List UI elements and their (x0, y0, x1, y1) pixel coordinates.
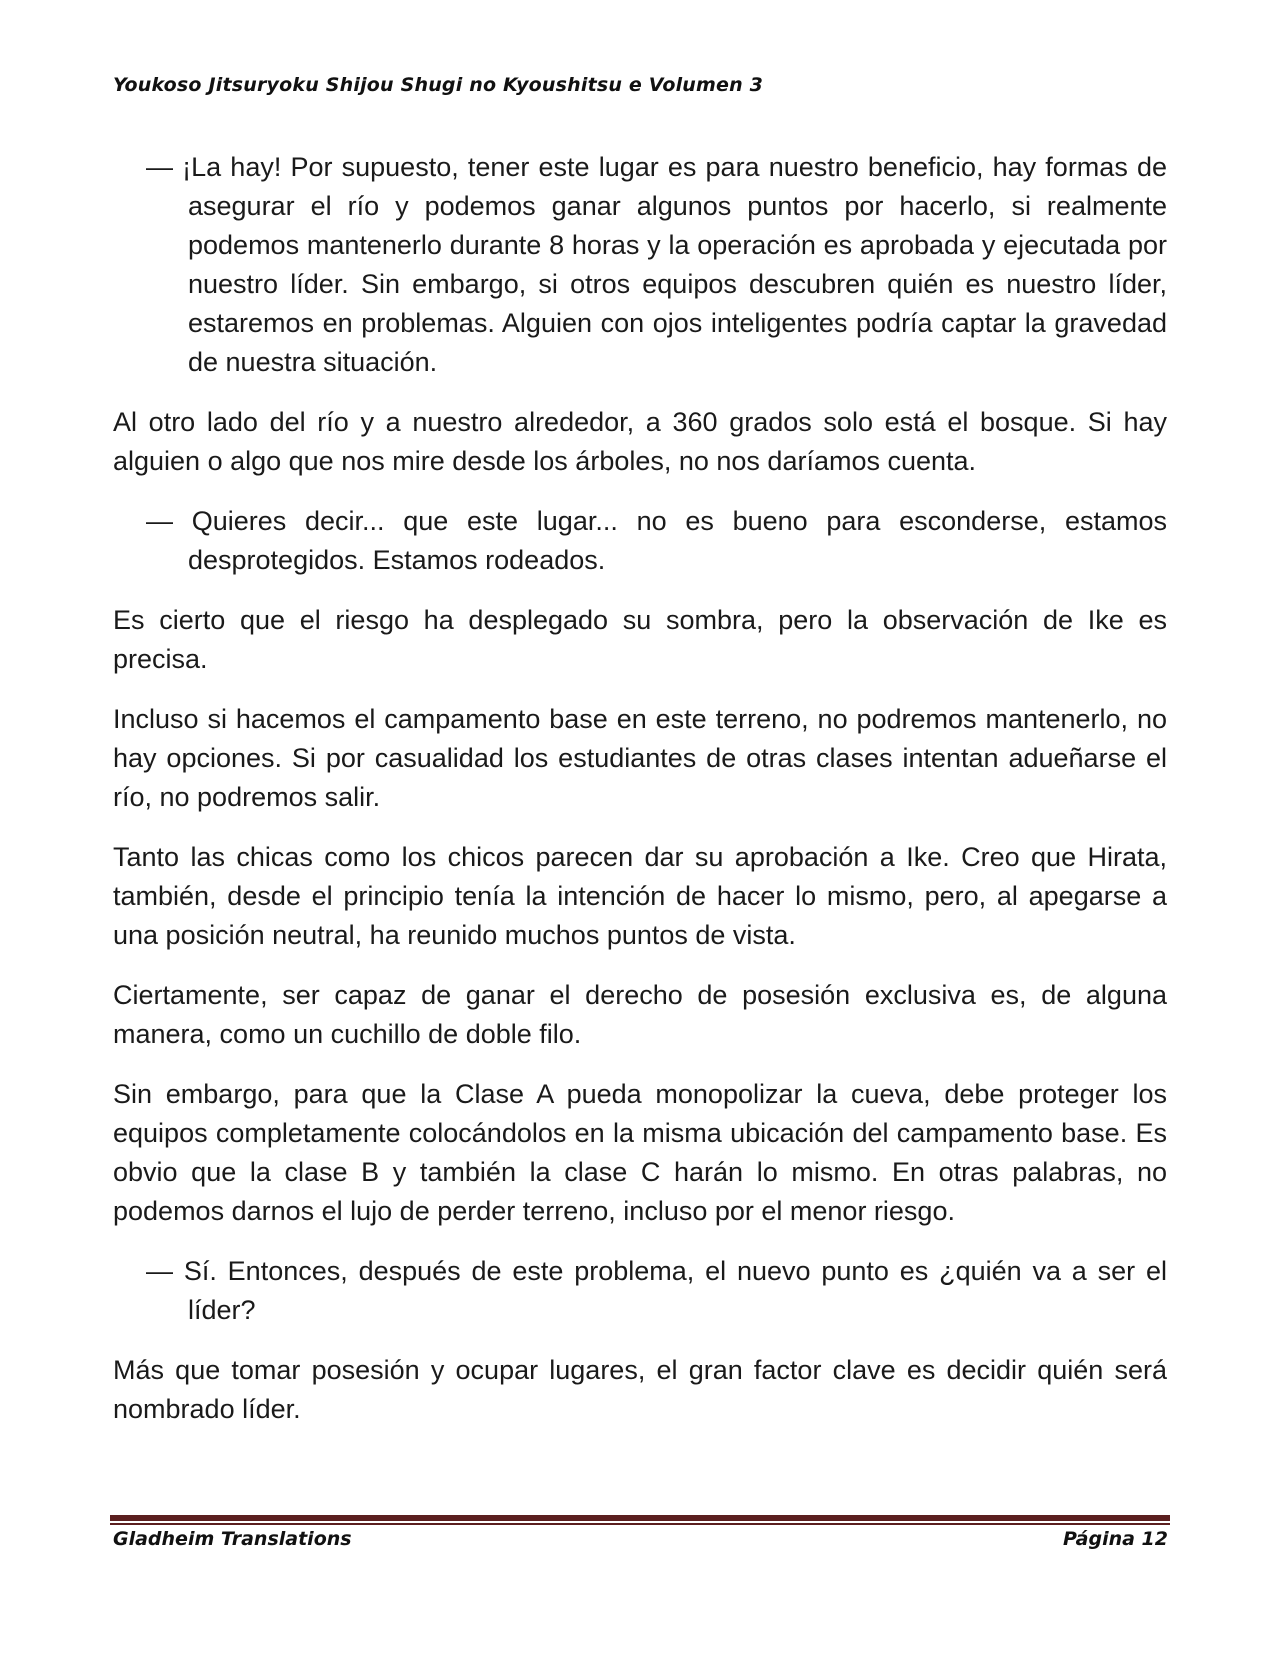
narration-paragraph: Es cierto que el riesgo ha desplegado su sombra, pero la observación de Ike es precisa. (113, 605, 1167, 674)
footer-translator-credit: Gladheim Translations (113, 1528, 352, 1550)
narration-paragraph: Ciertamente, ser capaz de ganar el derecho de posesión exclusiva es, de alguna manera, como un cuchillo de doble filo. (113, 980, 1167, 1049)
narration-paragraph: Más que tomar posesión y ocupar lugares, el gran factor clave es decidir quién será nombrado líder. (113, 1355, 1167, 1424)
footer-divider (110, 1515, 1170, 1525)
dialogue-paragraph: — Quieres decir... que este lugar... no es bueno para esconderse, estamos desprotegidos. Estamos rodeados. (146, 506, 1167, 575)
footer-divider-thick (110, 1515, 1170, 1521)
narration-paragraph: Al otro lado del río y a nuestro alrededor, a 360 grados solo está el bosque. Si hay alguien o algo que nos mire desde los árboles, no nos daríamos cuenta. (113, 407, 1167, 476)
narration-paragraph: Sin embargo, para que la Clase A pueda monopolizar la cueva, debe proteger los equipos completamente colocándolos en la misma ubicación del campamento base. Es obvio que la clase B y también la clase C harán lo mismo. En otras palabras, no podemos darnos el lujo de perder terreno, incluso por el menor riesgo. (113, 1079, 1167, 1226)
page-header-title: Youkoso Jitsuryoku Shijou Shugi no Kyoushitsu e Volumen 3 (113, 74, 764, 96)
page-body (113, 148, 1167, 1450)
footer-page-number: Página 12 (1062, 1528, 1168, 1550)
narration-paragraph: Tanto las chicas como los chicos parecen dar su aprobación a Ike. Creo que Hirata, también, desde el principio tenía la intención de hacer lo mismo, pero, al apegarse a una posición neutral, ha reunido muchos puntos de vista. (113, 842, 1167, 950)
dialogue-paragraph: — ¡La hay! Por supuesto, tener este lugar es para nuestro beneficio, hay formas de asegurar el río y podemos ganar algunos puntos por hacerlo, si realmente podemos mantenerlo durante 8 horas y la operación es aprobada y ejecutada por nuestro líder. Sin embargo, si otros equipos descubren quién es nuestro líder, estaremos en problemas. Alguien con ojos inteligentes podría captar la gravedad de nuestra situación. (146, 152, 1167, 377)
dialogue-paragraph: — Sí. Entonces, después de este problema, el nuevo punto es ¿quién va a ser el líder? (146, 1256, 1167, 1325)
footer-divider-thin (110, 1523, 1170, 1525)
narration-paragraph: Incluso si hacemos el campamento base en este terreno, no podremos mantenerlo, no hay opciones. Si por casualidad los estudiantes de otras clases intentan adueñarse el río, no podremos salir. (113, 704, 1167, 812)
